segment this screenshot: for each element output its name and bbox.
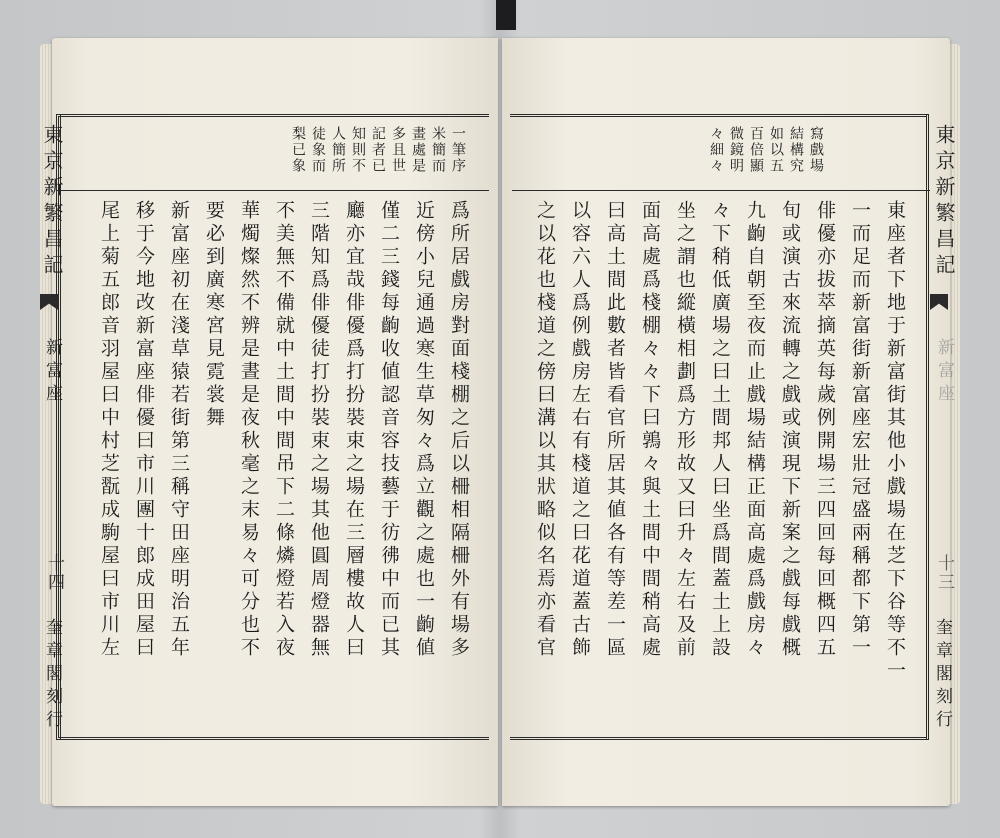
- right-preface-col: 百倍顯: [748, 126, 764, 174]
- fishtail-mark: [930, 294, 948, 310]
- left-preface-col: 梨已象: [290, 126, 306, 174]
- right-body-col: 一而足而新富街新富座宏壯冠盛兩稱都下第一: [849, 200, 871, 660]
- left-publisher-mark: 奎章閣刻行: [42, 618, 62, 733]
- right-body-col: 俳優亦拔萃摘英每歲例開場三四回每回概四五: [814, 200, 836, 660]
- left-margin-title: 東京新繁昌記: [40, 124, 64, 280]
- left-body-col: 三階知爲俳優徒打扮裝束之場其他圓周燈器無: [308, 200, 330, 660]
- left-preface-col: 多且世: [390, 126, 406, 174]
- left-body-col: 不美無不備就中土間中間吊下二條燐燈若入夜: [273, 200, 295, 660]
- left-preface-col: 記者已: [370, 126, 386, 174]
- left-preface-col: 畫處是: [410, 126, 426, 174]
- right-folio: 十三: [934, 554, 954, 592]
- left-body-col: 移于今地改新富座俳優曰市川團十郎成田屋曰: [133, 200, 155, 660]
- left-body-col: 尾上菊五郎音羽屋曰中村芝翫成駒屋曰市川左: [98, 200, 120, 660]
- right-body-col: 東座者下地于新富街其他小戲場在芝下谷等不一: [884, 200, 906, 683]
- left-body-col: 要必到廣寒宮見霓裳舞: [203, 200, 225, 430]
- right-margin-title: 東京新繁昌記: [932, 124, 956, 280]
- left-page: [40, 38, 498, 806]
- left-margin-section: 新富座: [42, 338, 62, 407]
- left-preface-col: 知則不: [350, 126, 366, 174]
- open-book: [40, 26, 960, 816]
- right-body-col: 之以花也棧道之傍曰溝以其狀略似名焉亦看官: [534, 200, 556, 660]
- left-folio: 十四: [44, 554, 64, 592]
- right-body-col: 以容六人爲例戲房左右有棧道之曰花道蓋古飾: [569, 200, 591, 660]
- left-preface-col: 徒象而: [310, 126, 326, 174]
- right-preface-col: 如以五: [768, 126, 784, 174]
- right-margin-section: 新富座: [934, 338, 954, 407]
- right-preface-divider: [512, 190, 930, 191]
- right-body-col: 面高處爲棧棚々々下曰鶉々與土間中間稍高處: [639, 200, 661, 660]
- left-preface-col: 米簡而: [430, 126, 446, 174]
- left-body-col: 華燭燦然不辨是晝是夜秋毫之末易々可分也不: [238, 200, 260, 660]
- left-body-col: 僅二三錢每齣收値認音容技藝于彷彿中而已其: [378, 200, 400, 660]
- right-body-col: 九齣自朝至夜而止戲場結構正面高處爲戲房々: [744, 200, 766, 660]
- left-body-col: 近傍小兒通過寒生草匆々爲立觀之處也一齣値: [413, 200, 435, 660]
- left-preface-col: 人簡所: [330, 126, 346, 174]
- left-preface-col: 一筆序: [450, 126, 466, 174]
- right-preface-col: 微鏡明: [728, 126, 744, 174]
- right-body-col: 々下稍低廣場之曰土間邦人曰坐爲間蓋土上設: [709, 200, 731, 660]
- right-publisher-mark: 奎章閣刻行: [932, 618, 952, 733]
- right-body-col: 曰高土間此數者皆看官所居其値各有等差一區: [604, 200, 626, 660]
- left-body-col: 新富座初在淺草猿若街第三稱守田座明治五年: [168, 200, 190, 660]
- right-margin-rule: [926, 114, 927, 740]
- left-body-col: 爲所居戲房對面棧棚之后以柵相隔柵外有場多: [448, 200, 470, 660]
- right-preface-col: 々細々: [708, 126, 724, 174]
- right-body-col: 旬或演古來流轉之戲或演現下新案之戲每戲概: [779, 200, 801, 660]
- right-preface-col: 結構究: [788, 126, 804, 174]
- left-body-col: 廳亦宜哉俳優爲打扮裝束之場在三層樓故人曰: [343, 200, 365, 660]
- right-body-col: 坐之謂也縱橫相劃爲方形故又曰升々左右及前: [674, 200, 696, 660]
- right-page: [502, 38, 956, 806]
- right-preface-col: 寫戲場: [808, 126, 824, 174]
- left-preface-divider: [56, 190, 489, 191]
